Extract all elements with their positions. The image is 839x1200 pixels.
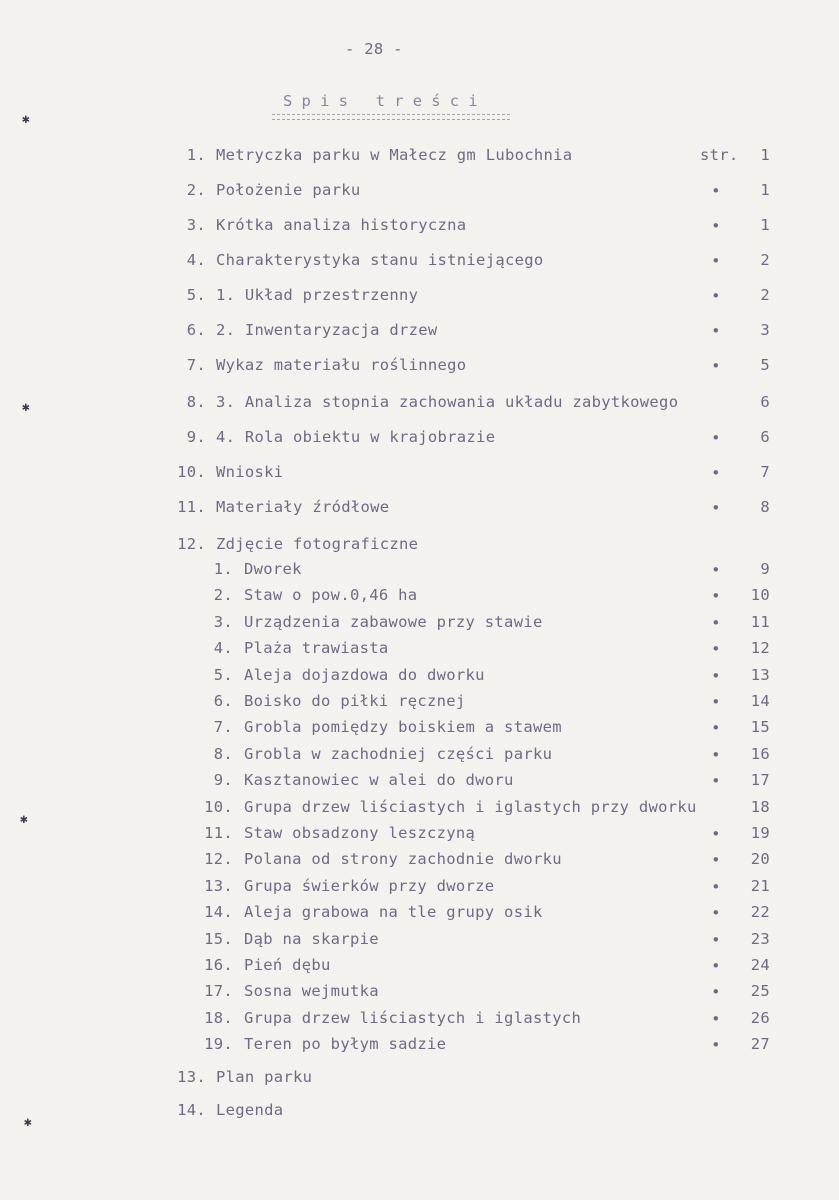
entry-number: 6. [213,692,233,710]
toc-entry [0,535,839,555]
entry-title: 2. Inwentaryzacja drzew [216,321,438,339]
leader-mark: • [711,561,721,579]
entry-number: 10. [204,797,233,816]
entry-title: Krótka analiza historyczna [216,216,467,234]
entry-title: Dworek [244,560,302,578]
leader-mark: • [711,464,721,482]
entry-title: Grupa drzew liściastych i iglastych przy dworku [244,797,697,816]
entry-title: Grobla pomiędzy boiskiem a stawem [244,718,562,737]
punch-mark: ✱ [22,400,31,415]
entry-page-number: 25 [750,982,770,1001]
toc-entry [0,251,839,271]
entry-page-number: 19 [750,824,770,842]
entry-page-number: 6 [760,428,770,446]
photo-entry [0,903,839,923]
entry-page-number: 23 [750,929,770,948]
entry-title: Kasztanowiec w alei do dworu [244,771,514,790]
entry-title: Zdjęcie fotograficzne [216,535,419,553]
photo-entry [0,850,839,870]
entry-number: 18. [204,1008,233,1027]
entry-number: 19. [204,1035,233,1054]
entry-title: Charakterystyka stanu istniejącego [216,251,544,269]
leader-mark: • [711,587,721,606]
punch-mark: ✱ [22,112,31,127]
photo-entry [0,1035,839,1055]
entry-page-number: 2 [760,251,770,269]
leader-mark: • [711,182,721,200]
entry-title: Plaża trawiasta [244,639,389,658]
entry-page-number: 13 [750,665,770,684]
leader-mark: • [711,613,721,632]
photo-entry [0,745,839,765]
punch-mark: ✱ [24,1115,33,1130]
entry-page-number: 7 [760,463,770,481]
leader-mark: • [711,851,721,870]
entry-title: Staw o pow.0,46 ha [244,586,418,605]
entry-page-number: 10 [750,586,770,605]
photo-entry [0,613,839,633]
photo-entry [0,560,839,580]
entry-number: 12. [177,535,206,553]
entry-title: Aleja dojazdowa do dworku [244,665,485,684]
toc-entry [0,393,839,413]
leader-mark: • [711,287,721,305]
entry-number: 1. [186,146,206,164]
photo-entry [0,771,839,791]
entry-number: 16. [204,956,233,974]
photo-entry [0,824,839,844]
leader-mark: • [711,322,721,340]
tail-entry [0,1101,839,1121]
entry-title: Metryczka parku w Małecz gm Lubochnia [216,146,573,164]
leader-mark: • [711,772,721,791]
leader-mark: • [711,217,721,235]
toc-entry [0,146,839,166]
entry-number: 15. [204,929,233,948]
document-title: Spis treści [283,92,487,110]
entry-number: 11. [204,824,233,842]
entry-title: Boisko do piłki ręcznej [244,692,466,710]
leader-mark: • [711,983,721,1002]
entry-page-number: 27 [750,1035,770,1054]
entry-title: Wnioski [216,463,284,481]
photo-entry [0,956,839,976]
entry-page-number: 15 [750,718,770,737]
entry-page-number: 1 [760,181,770,199]
entry-page-number: 5 [760,356,770,374]
toc-entry [0,286,839,306]
entry-number: 7. [213,718,233,737]
entry-number: 8. [213,744,233,763]
entry-number: 7. [186,356,206,374]
leader-mark: • [711,877,721,896]
leader-mark: • [711,930,721,949]
page-label: str. [700,146,739,164]
photo-entry [0,586,839,606]
leader-mark: • [711,1009,721,1028]
entry-title: Wykaz materiału roślinnego [216,356,467,374]
entry-page-number: 14 [750,692,770,710]
entry-number: 11. [177,498,206,516]
entry-number: 4. [213,639,233,658]
entry-number: 17. [204,982,233,1001]
entry-title: Grupa drzew liściastych i iglastych [244,1008,582,1027]
entry-number: 1. [213,560,233,578]
photo-entry [0,930,839,950]
entry-page-number: 18 [750,797,770,816]
leader-mark: • [711,357,721,375]
entry-title: Staw obsadzony leszczyną [244,824,476,842]
leader-mark: • [711,719,721,738]
entry-title: Pień dębu [244,956,331,974]
entry-title: Polana od strony zachodnie dworku [244,850,562,869]
entry-title: Urządzenia zabawowe przy stawie [244,612,543,631]
entry-number: 3. [186,216,206,234]
tail-entry [0,1068,839,1088]
photo-entry [0,877,839,897]
entry-page-number: 6 [760,393,770,411]
entry-page-number: 9 [760,560,770,578]
entry-page-number: 11 [750,612,770,631]
entry-page-number: 12 [750,639,770,658]
entry-page-number: 2 [760,286,770,304]
punch-mark: ✱ [20,812,29,827]
entry-number: 13. [204,876,233,895]
entry-number: 5. [186,286,206,304]
leader-mark: • [711,745,721,764]
toc-entry [0,428,839,448]
entry-number: 13. [177,1068,206,1086]
entry-page-number: 22 [750,903,770,922]
toc-entry [0,321,839,341]
entry-title: Grupa świerków przy dworze [244,876,495,895]
photo-entry [0,798,839,818]
entry-title: 1. Układ przestrzenny [216,286,419,304]
entry-title: Aleja grabowa na tle grupy osik [244,903,543,922]
entry-page-number: 20 [750,850,770,869]
entry-number: 5. [213,665,233,684]
entry-page-number: 1 [760,146,770,164]
page-number: - 28 - [345,40,403,58]
entry-number: 10. [177,463,206,481]
toc-entry [0,181,839,201]
leader-mark: • [711,1036,721,1055]
entry-page-number: 17 [750,771,770,790]
leader-mark: • [711,693,721,711]
entry-number: 14. [177,1101,206,1119]
leader-mark: • [711,640,721,659]
leader-mark: • [711,429,721,447]
leader-mark: • [711,957,721,975]
entry-number: 8. [186,393,206,411]
entry-page-number: 16 [750,744,770,763]
entry-title: 4. Rola obiektu w krajobrazie [216,428,496,446]
entry-page-number: 1 [760,216,770,234]
toc-entry [0,498,839,518]
leader-mark: • [711,904,721,923]
toc-entry [0,216,839,236]
leader-mark: • [711,825,721,843]
entry-title: Plan parku [216,1068,313,1086]
entry-number: 9. [213,771,233,790]
entry-number: 12. [204,850,233,869]
leader-mark: • [711,252,721,270]
entry-title: Grobla w zachodniej części parku [244,744,553,763]
entry-page-number: 21 [750,876,770,895]
photo-entry [0,639,839,659]
entry-title: Materiały źródłowe [216,498,390,516]
entry-title: 3. Analiza stopnia zachowania układu zabytkowego [216,393,679,411]
entry-title: Teren po byłym sadzie [244,1035,447,1054]
entry-number: 2. [213,586,233,605]
title-underline [272,114,510,120]
photo-entry [0,666,839,686]
entry-page-number: 26 [750,1008,770,1027]
entry-page-number: 8 [760,498,770,516]
entry-number: 9. [186,428,206,446]
toc-entry [0,463,839,483]
entry-number: 3. [213,612,233,631]
entry-title: Legenda [216,1101,284,1119]
entry-page-number: 3 [760,321,770,339]
entry-title: Sosna wejmutka [244,982,379,1001]
photo-entry [0,718,839,738]
photo-entry [0,692,839,712]
photo-entry [0,1009,839,1029]
entry-number: 14. [204,903,233,922]
entry-number: 2. [186,181,206,199]
entry-title: Dąb na skarpie [244,929,379,948]
entry-page-number: 24 [750,956,770,974]
entry-title: Położenie parku [216,181,361,199]
toc-entry [0,356,839,376]
leader-mark: • [711,666,721,685]
entry-number: 4. [186,251,206,269]
entry-number: 6. [186,321,206,339]
leader-mark: • [711,499,721,517]
photo-entry [0,982,839,1002]
